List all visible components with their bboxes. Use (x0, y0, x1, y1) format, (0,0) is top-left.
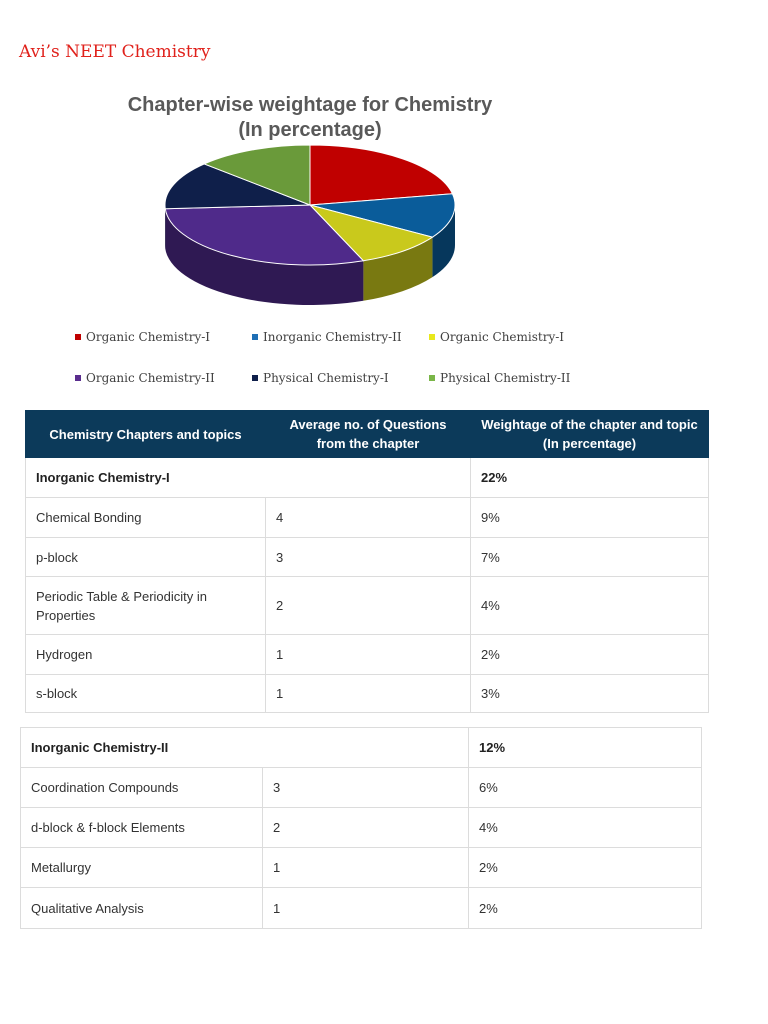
topic-cell: Periodic Table & Periodicity in Properties (26, 577, 266, 635)
questions-cell: 3 (263, 768, 469, 808)
pie-chart (150, 145, 470, 320)
table-row (21, 768, 702, 808)
weight-cell: 3% (471, 675, 709, 713)
table-row (26, 577, 709, 635)
weight-cell: 4% (471, 577, 709, 635)
questions-cell: 2 (263, 808, 469, 848)
weight-cell: 2% (471, 635, 709, 675)
weightage-table (25, 410, 709, 713)
weight-cell: 2% (469, 848, 702, 888)
legend-item (75, 371, 215, 385)
table-header-row (26, 411, 709, 458)
topic-cell: Chemical Bonding (26, 498, 266, 538)
weight-cell: 9% (471, 498, 709, 538)
table-row (26, 538, 709, 577)
topic-cell: Coordination Compounds (21, 768, 263, 808)
table-row (21, 888, 702, 929)
questions-cell: 1 (263, 888, 469, 929)
header-chapters: Chemistry Chapters and topics (26, 411, 266, 458)
legend-item (429, 371, 570, 385)
topic-cell: Qualitative Analysis (21, 888, 263, 929)
group-name: Inorganic Chemistry-II (21, 728, 469, 768)
header-weightage: Weightage of the chapter and topic (In percentage) (471, 411, 709, 458)
legend-label: Organic Chemistry-II (86, 371, 215, 385)
questions-cell: 2 (266, 577, 471, 635)
weight-cell: 4% (469, 808, 702, 848)
questions-cell: 1 (266, 635, 471, 675)
group-name: Inorganic Chemistry-I (26, 458, 471, 498)
topic-cell: d-block & f-block Elements (21, 808, 263, 848)
legend-label: Physical Chemistry-I (263, 371, 389, 385)
legend-item (252, 371, 389, 385)
legend-label: Organic Chemistry-I (440, 330, 565, 344)
legend-swatch (75, 334, 81, 340)
group-row (26, 458, 709, 498)
topic-cell: p-block (26, 538, 266, 577)
topic-cell: Metallurgy (21, 848, 263, 888)
group-weight: 12% (469, 728, 702, 768)
chart-title-line: Chapter-wise weightage for Chemistry (127, 94, 493, 116)
legend-swatch (75, 375, 81, 381)
table-row (21, 848, 702, 888)
weight-cell: 2% (469, 888, 702, 929)
group-weight: 22% (471, 458, 709, 498)
header-questions: Average no. of Questions from the chapter (266, 411, 471, 458)
legend-label: Inorganic Chemistry-II (263, 330, 402, 344)
legend-swatch (252, 375, 258, 381)
legend-swatch (429, 334, 435, 340)
document-title: Avi’s NEET Chemistry (19, 42, 211, 62)
questions-cell: 1 (266, 675, 471, 713)
legend-label: Physical Chemistry-II (440, 371, 571, 385)
legend-swatch (252, 334, 258, 340)
group-row (21, 728, 702, 768)
legend-item (252, 330, 402, 344)
questions-cell: 1 (263, 848, 469, 888)
weight-cell: 7% (471, 538, 709, 577)
table-row (26, 675, 709, 713)
questions-cell: 4 (266, 498, 471, 538)
table-row (26, 635, 709, 675)
weight-cell: 6% (469, 768, 702, 808)
legend-swatch (429, 375, 435, 381)
legend-label: Organic Chemistry-I (86, 330, 211, 344)
weightage-table-continued (20, 727, 702, 929)
questions-cell: 3 (266, 538, 471, 577)
topic-cell: Hydrogen (26, 635, 266, 675)
chart-subtitle-line: (In percentage) (238, 119, 382, 141)
legend-item (429, 330, 564, 344)
table-row (21, 808, 702, 848)
legend-item (75, 330, 210, 344)
topic-cell: s-block (26, 675, 266, 713)
chart-title (95, 93, 525, 143)
table-row (26, 498, 709, 538)
